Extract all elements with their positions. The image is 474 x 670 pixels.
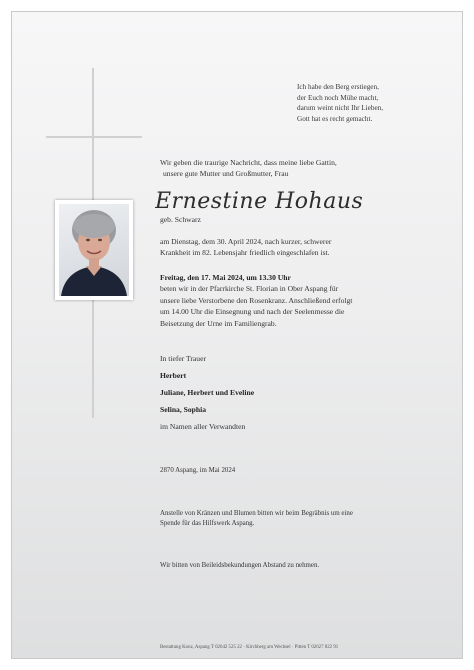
intro-line: Wir geben die traurige Nachricht, dass meine liebe Gattin,: [160, 158, 337, 167]
death-line: Krankheit im 82. Lebensjahr friedlich eingeschlafen ist.: [160, 248, 330, 258]
mourner-name: Juliane, Herbert und Eveline: [160, 388, 255, 397]
intro-text: [160, 157, 450, 180]
deceased-name-text: Ernestine Hohaus: [155, 189, 364, 214]
death-line: am Dienstag, dem 30. April 2024, nach kurzer, schwerer: [160, 237, 332, 246]
mourner-name: Herbert: [160, 371, 187, 380]
service-line: beten wir in der Pfarrkirche St. Florian in Ober Aspang für: [160, 284, 339, 294]
funeral-home-footer: Bestattung Konz, Aspang T 02642 525 22 · Kirchberg am Wechsel · Pitten T 02627 822 91: [160, 645, 339, 650]
donation-line: Anstelle von Kränzen und Blumen bitten wir beim Begräbnis um eine: [160, 510, 353, 517]
birth-name-text: geb. Schwarz: [160, 215, 201, 224]
mourner-name: Selina, Sophia: [160, 405, 207, 414]
donation-line: Spende für das Hilfswerk Aspang.: [160, 520, 255, 528]
poem: [297, 82, 447, 124]
intro-line: unsere gute Mutter und Großmutter, Frau: [163, 169, 289, 179]
condolence-note: [160, 561, 450, 571]
mourners: [160, 350, 450, 435]
poem-line: Ich habe den Berg erstiegen,: [297, 83, 379, 91]
condolence-text: Wir bitten von Beileidsbekundungen Abstand zu nehmen.: [160, 562, 320, 569]
service-date: Freitag, den 17. Mai 2024, um 13.30 Uhr: [160, 273, 291, 282]
donation-note: [160, 509, 450, 529]
deceased-name: [155, 186, 455, 216]
service-line: Beisetzung der Urne im Familiengrab.: [160, 318, 277, 328]
mourners-intro: In tiefer Trauer: [160, 354, 206, 363]
portrait-photo: [59, 204, 129, 296]
service-line: um 14.00 Uhr die Einsegnung und nach der Seelenmesse die: [160, 307, 345, 317]
service-details: [160, 272, 450, 329]
mourners-outro: im Namen aller Verwandten: [160, 422, 246, 431]
service-line: unsere liebe Verstorbene den Rosenkranz. Anschließend erfolgt: [160, 295, 353, 305]
cross-horizontal-beam: [46, 136, 142, 138]
poem-line: der Euch noch Mühe macht,: [297, 93, 379, 102]
poem-line: Gott hat es recht gemacht.: [297, 114, 373, 123]
death-text: [160, 236, 450, 259]
place-date-text: 2870 Aspang, im Mai 2024: [160, 467, 236, 474]
portrait-illustration: [59, 204, 129, 296]
birth-name: [160, 214, 450, 225]
portrait-photo-frame: [55, 200, 133, 300]
poem-line: darum weint nicht Ihr Lieben,: [297, 104, 384, 113]
place-date: [160, 466, 450, 476]
